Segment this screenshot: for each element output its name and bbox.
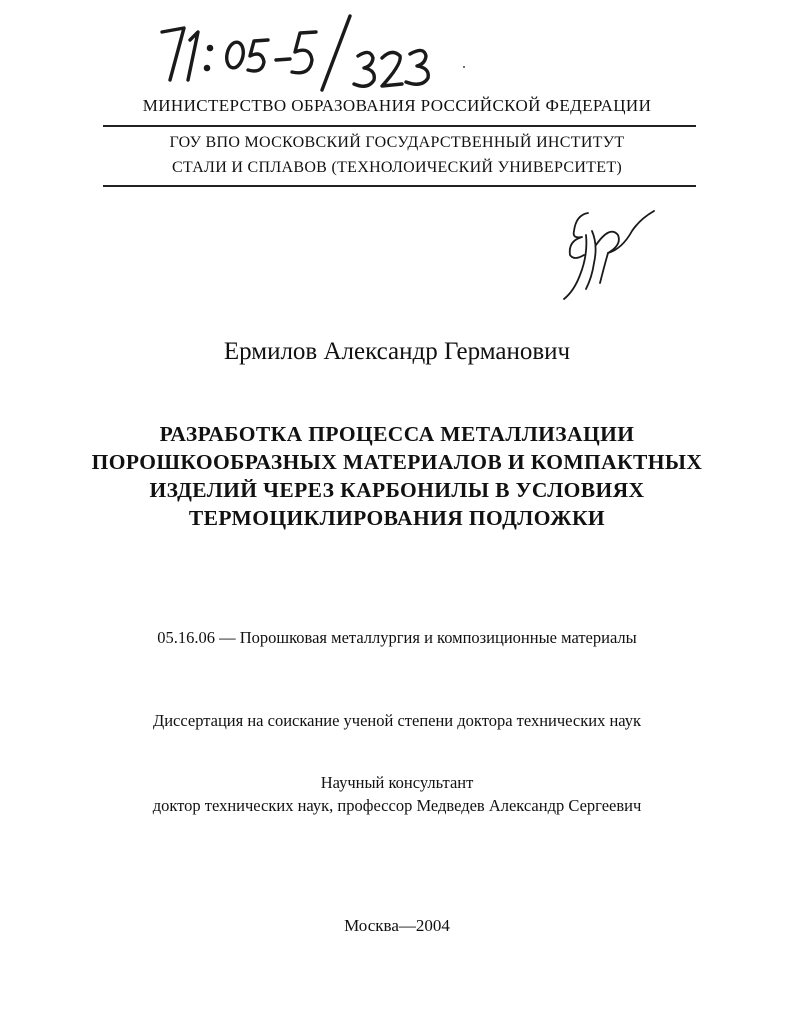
title-line: ИЗДЕЛИЙ ЧЕРЕЗ КАРБОНИЛЫ В УСЛОВИЯХ [149, 478, 645, 502]
author-name: Ермилов Александр Германович [223, 338, 571, 365]
institute-line-1: ГОУ ВПО МОСКОВСКИЙ ГОСУДАРСТВЕННЫЙ ИНСТИТУТ [169, 134, 625, 151]
title-line: ТЕРМОЦИКЛИРОВАНИЯ ПОДЛОЖКИ [188, 506, 606, 530]
institute-line-2: СТАЛИ И СПЛАВОВ (ТЕХНОЛОИЧЕСКИЙ УНИВЕРСИТЕТ) [171, 159, 623, 176]
header-divider-top [103, 125, 696, 127]
specialty-code: 05.16.06 — Порошковая металлургия и композиционные материалы [157, 628, 637, 647]
handwritten-archive-code [140, 10, 460, 95]
title-line: ПОРОШКООБРАЗНЫХ МАТЕРИАЛОВ И КОМПАКТНЫХ [91, 450, 703, 474]
handwritten-signature-icon [552, 205, 662, 305]
header-divider-bottom [103, 185, 696, 187]
dissertation-title [0, 420, 794, 532]
stray-dot [463, 66, 465, 68]
consultant-name: доктор технических наук, профессор Медведев Александр Сергеевич [152, 796, 642, 815]
consultant-label: Научный консультант [320, 773, 474, 792]
city-year: Москва—2004 [344, 916, 450, 935]
title-line: РАЗРАБОТКА ПРОЦЕССА МЕТАЛЛИЗАЦИИ [159, 422, 635, 446]
degree-statement: Диссертация на соискание ученой степени доктора технических наук [152, 711, 642, 730]
ministry-heading: МИНИСТЕРСТВО ОБРАЗОВАНИЯ РОССИЙСКОЙ ФЕДЕРАЦИИ [142, 96, 652, 115]
